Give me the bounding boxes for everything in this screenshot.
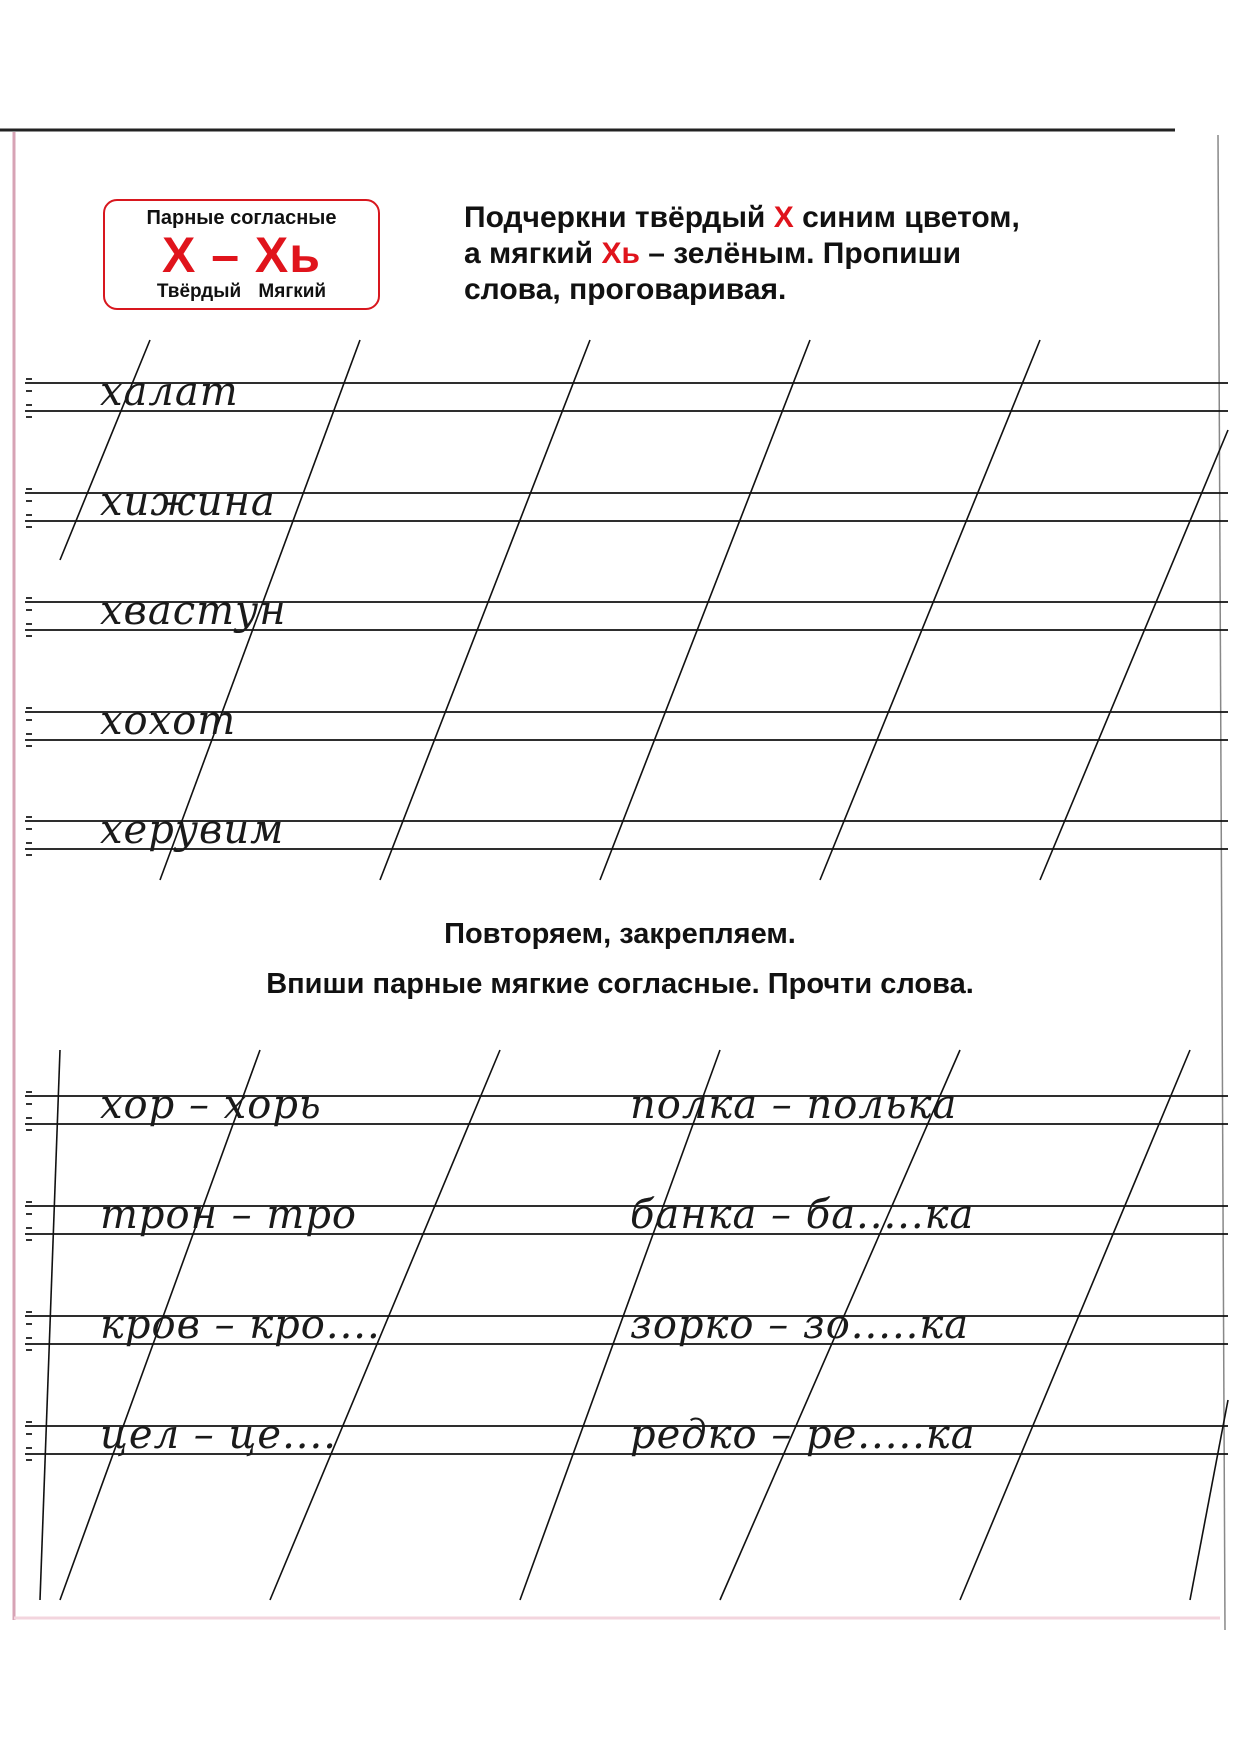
instruction-text: Подчеркни твёрдый [464,201,774,234]
slant-line [1040,430,1228,880]
badge-letters: Х – Хь [161,227,322,283]
word-pair: редко – ре.....ка [630,1412,976,1458]
instruction-text: а мягкий [464,237,602,270]
section2-subtitle: Впиши парные мягкие согласные. Прочти слова. [266,968,974,1000]
pair-text: хор – хорь [100,1082,322,1128]
instruction-hard-letter: Х [773,201,794,234]
instruction-text: синим цветом, [793,201,1020,234]
slant-line [40,1050,60,1600]
slant-line [600,340,810,880]
instruction-soft-letter: Хь [601,237,640,270]
badge-soft-label: Мягкий [258,281,327,302]
word-pair: трон – тро [100,1192,358,1238]
slant-line [1190,1400,1228,1600]
section2-title: Повторяем, закрепляем. [444,918,796,950]
word-pair [100,1083,322,1127]
copy-word: халат [100,369,239,415]
word-pair: полка – полька [630,1082,958,1128]
word-pair: цел – це.... [100,1412,337,1458]
badge-title: Парные согласные [146,207,337,229]
instruction-text: – зелёным. Пропиши [639,237,962,270]
copy-word: хохот [100,698,237,744]
slant-line [960,1050,1190,1600]
word-pair: кров – кро.... [100,1302,381,1348]
slant-line [820,340,1040,880]
paired-consonants-badge [103,199,380,310]
badge-footer [105,281,378,303]
copy-word: херувим [100,807,285,853]
task-instruction [464,200,1184,308]
copy-word: хижина [100,479,276,525]
slant-line [380,340,590,880]
word-pair: зорко – зо.....ка [630,1302,970,1348]
page-right-edge [1218,135,1225,1630]
instruction-text: слова, проговаривая. [464,273,787,306]
copy-word: хвастун [100,588,287,634]
badge-hard-label: Твёрдый [156,281,242,302]
word-pair: банка – ба.....ка [630,1192,975,1238]
